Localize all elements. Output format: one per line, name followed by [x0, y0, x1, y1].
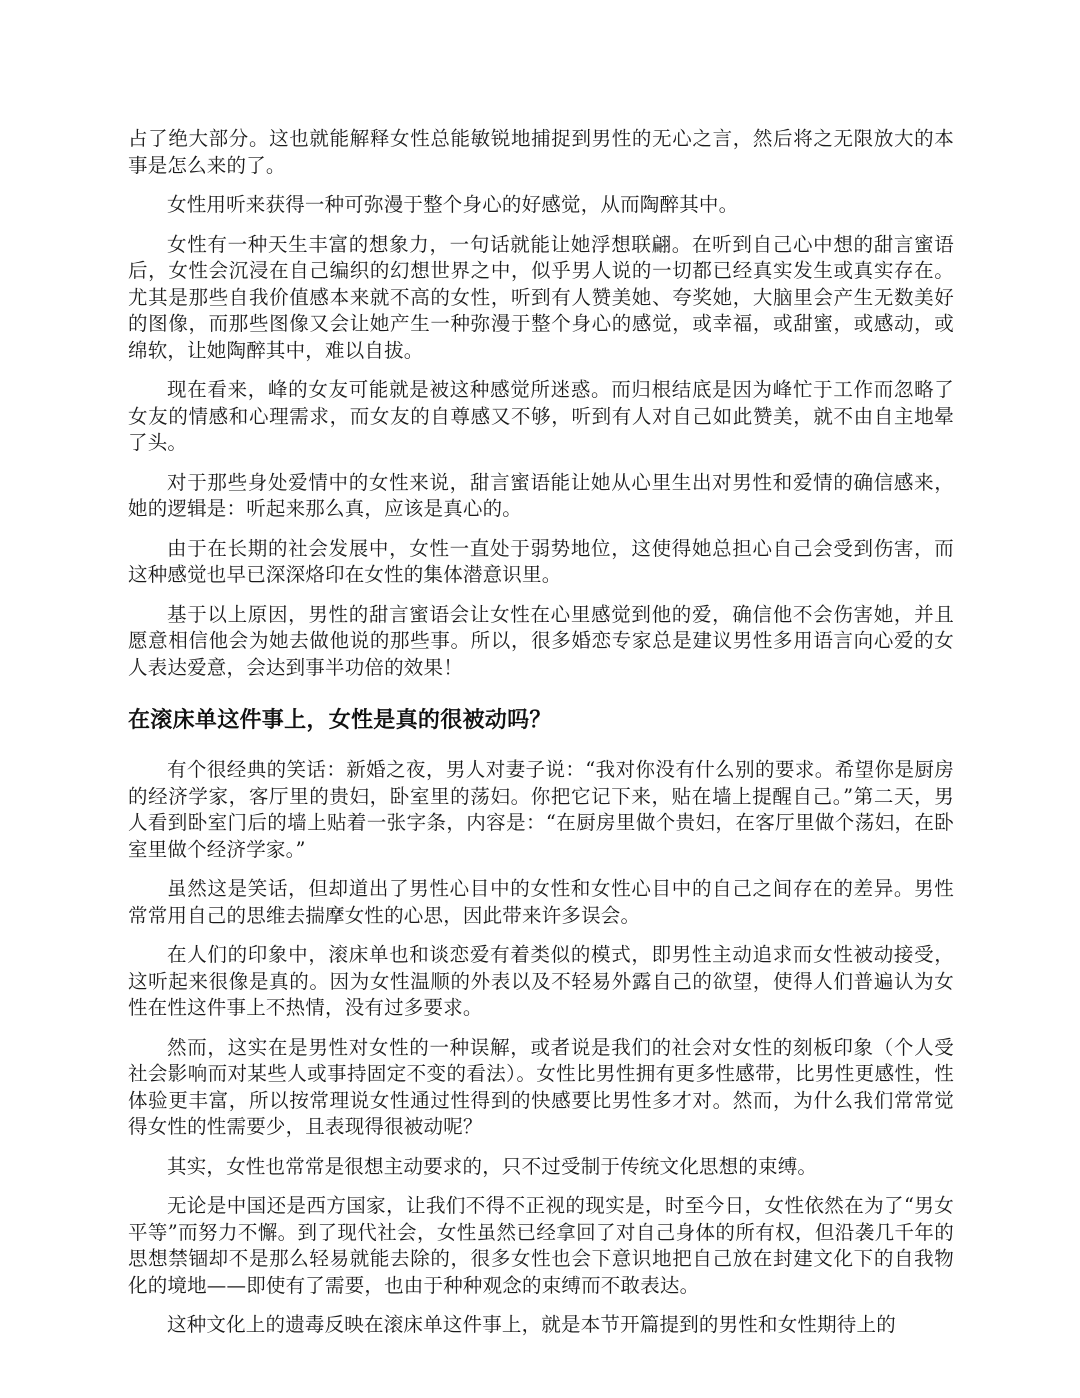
- paragraph: 基于以上原因，男性的甜言蜜语会让女性在心里感觉到他的爱，确信他不会伤害她，并且愿意相信他会为她去做他说的那些事。所以，很多婚恋专家总是建议男性多用语言向心爱的女人表达爱意，会达到事半功倍的效果！: [128, 602, 954, 679]
- paragraph: 女性用听来获得一种可弥漫于整个身心的好感觉，从而陶醉其中。: [167, 193, 739, 216]
- paragraph: 女性有一种天生丰富的想象力，一句话就能让她浮想联翩。在听到自己心中想的甜言蜜语后，女性会沉浸在自己编织的幻想世界之中，似乎男人说的一切都已经真实发生或真实存在。尤其是那些自我价值感本来就不高的女性，听到有人赞美她、夸奖她，大脑里会产生无数美好的图像，而那些图像又会让她产生一种弥漫于整个身心的感觉，或幸福，或甜蜜，或感动，或绵软，让她陶醉其中，难以自拔。: [128, 232, 954, 362]
- paragraph: 对于那些身处爱情中的女性来说，甜言蜜语能让她从心里生出对男性和爱情的确信感来，她的逻辑是：听起来那么真，应该是真心的。: [128, 470, 954, 520]
- document-page: [128, 126, 954, 1352]
- paragraph: 然而，这实在是男性对女性的一种误解，或者说是我们的社会对女性的刻板印象（个人受社会影响而对某些人或事持固定不变的看法）。女性比男性拥有更多性感带，比男性更感性，性体验更丰富，所以按常理说女性通过性得到的快感要比男性多才对。然而，为什么我们常常觉得女性的性需要少，且表现得很被动呢？: [128, 1035, 954, 1138]
- paragraph: 占了绝大部分。这也就能解释女性总能敏锐地捕捉到男性的无心之言，然后将之无限放大的本事是怎么来的了。: [128, 127, 954, 177]
- paragraph: 现在看来，峰的女友可能就是被这种感觉所迷惑。而归根结底是因为峰忙于工作而忽略了女友的情感和心理需求，而女友的自尊感又不够，听到有人对自己如此赞美，就不由自主地晕了头。: [128, 378, 954, 454]
- paragraph: 由于在长期的社会发展中，女性一直处于弱势地位，这使得她总担心自己会受到伤害，而这种感觉也早已深深烙印在女性的集体潜意识里。: [128, 536, 954, 586]
- paragraph: 虽然这是笑话，但却道出了男性心目中的女性和女性心目中的自己之间存在的差异。男性常常用自己的思维去揣摩女性的心思，因此带来许多误会。: [128, 877, 954, 927]
- paragraph: 这种文化上的遗毒反映在滚床单这件事上，就是本节开篇提到的男性和女性期待上的: [167, 1313, 896, 1336]
- paragraph: 其实，女性也常常是很想主动要求的，只不过受制于传统文化思想的束缚。: [167, 1154, 818, 1178]
- section-heading: 在滚床单这件事上，女性是真的很被动吗？: [128, 708, 552, 733]
- paragraph: 无论是中国还是西方国家，让我们不得不正视的现实是，时至今日，女性依然在为了“男女平等”而努力不懈。到了现代社会，女性虽然已经拿回了对自己身体的所有权，但沿袭几千年的思想禁锢却不是那么轻易就能去除的，很多女性也会下意识地把自己放在封建文化下的自我物化的境地——即使有了需要，也由于种种观念的束缚而不敢表达。: [128, 1194, 954, 1297]
- paragraph: 在人们的印象中，滚床单也和谈恋爱有着类似的模式，即男性主动追求而女性被动接受，这听起来很像是真的。因为女性温顺的外表以及不轻易外露自己的欲望，使得人们普遍认为女性在性这件事上不热情，没有过多要求。: [128, 943, 954, 1019]
- paragraph: 有个很经典的笑话：新婚之夜，男人对妻子说：“我对你没有什么别的要求。希望你是厨房的经济学家，客厅里的贵妇，卧室里的荡妇。你把它记下来，贴在墙上提醒自己。”第二天，男人看到卧室门后的墙上贴着一张字条，内容是：“在厨房里做个贵妇，在客厅里做个荡妇，在卧室里做个经济学家。”: [128, 758, 954, 861]
